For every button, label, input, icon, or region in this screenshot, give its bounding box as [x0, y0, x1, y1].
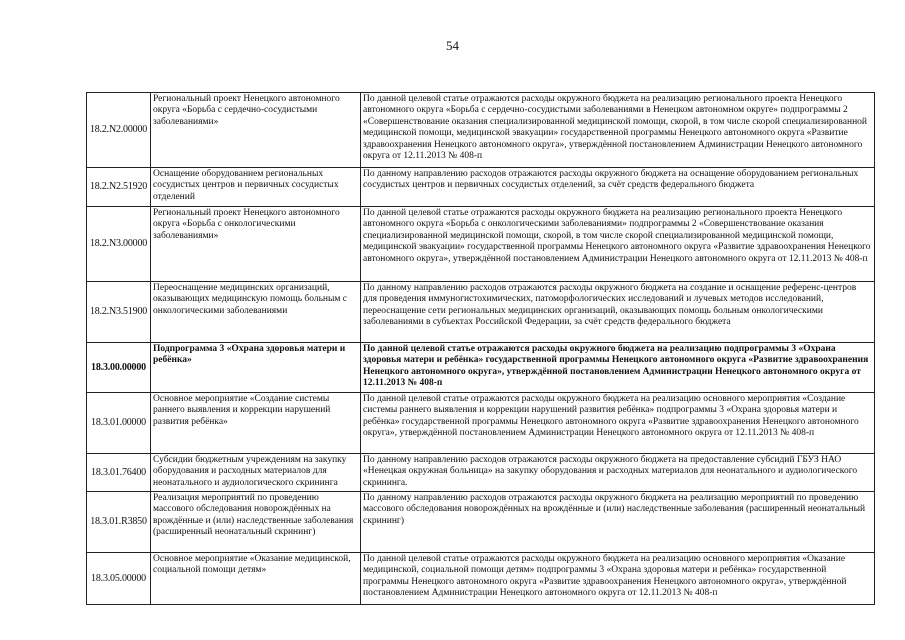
table-row [87, 343, 875, 393]
target-article-code: 18.3.05.00000 [87, 553, 151, 605]
target-article-name: Подпрограмма 3 «Охрана здоровья матери и ребёнка» [151, 343, 361, 393]
target-article-code: 18.3.01.76400 [87, 454, 151, 492]
budget-classification-table [86, 92, 875, 605]
target-article-name: Оснащение оборудованием региональных сосудистых центров и первичных сосудистых отделений [151, 168, 361, 207]
table-row [87, 553, 875, 605]
table-row [87, 454, 875, 492]
target-article-name: Реализация мероприятий по проведению массового обследования новорождённых на врождённые и (или) наследственные заболевания (расширенный неонатальный скрининг) [151, 492, 361, 553]
table-row [87, 393, 875, 454]
target-article-name: Основное мероприятие «Создание системы раннего выявления и коррекции нарушений развития ребёнка» [151, 393, 361, 454]
target-article-name: Переоснащение медицинских организаций, оказывающих медицинскую помощь больным с онкологическими заболеваниями [151, 282, 361, 343]
target-article-code: 18.3.01.R3850 [87, 492, 151, 553]
target-article-code: 18.2.N2.00000 [87, 93, 151, 168]
target-article-description: По данному направлению расходов отражаются расходы окружного бюджета на создание и оснащение референс-центров для проведения иммуногистохимических, патоморфологических исследований и лучевых методов исследований, переоснащение сети региональных медицинских организаций, оказывающих помощь больным онкологическими заболеваниями в субъектах Российской Федерации, за счёт средств федерального бюджета [361, 282, 875, 343]
target-article-name: Субсидии бюджетным учреждениям на закупку оборудования и расходных материалов для неонатального и аудиологического скрининга [151, 454, 361, 492]
target-article-code: 18.3.01.00000 [87, 393, 151, 454]
table-row [87, 168, 875, 207]
target-article-name: Региональный проект Ненецкого автономного округа «Борьба с онкологическими заболеваниями» [151, 207, 361, 282]
table-row [87, 492, 875, 553]
table-row [87, 93, 875, 168]
target-article-name: Основное мероприятие «Оказание медицинской, социальной помощи детям» [151, 553, 361, 605]
target-article-description: По данной целевой статье отражаются расходы окружного бюджета на реализацию регионального проекта Ненецкого автономного округа «Борьба с онкологическими заболеваниями» подпрограммы 2 «Совершенствование оказания специализированной медицинской помощи, скорой, в том числе скорой специализированной медицинской помощи, медицинской эвакуации» государственной программы Ненецкого автономного округа «Развитие здравоохранения Ненецкого автономного округа», утверждённой постановлением Администрации Ненецкого автономного округа от 12.11.2013 № 408-п [361, 207, 875, 282]
target-article-name: Региональный проект Ненецкого автономного округа «Борьба с сердечно-сосудистыми заболеваниями» [151, 93, 361, 168]
page-number: 54 [446, 38, 459, 53]
target-article-code: 18.2.N2.51920 [87, 168, 151, 207]
target-article-description: По данной целевой статье отражаются расходы окружного бюджета на реализацию основного мероприятия «Создание системы раннего выявления и коррекции нарушений развития ребёнка» подпрограммы 3 «Охрана здоровья матери и ребёнка» государственной программы Ненецкого автономного округа «Развитие здравоохранения Ненецкого автономного округа», утверждённой постановлением Администрации Ненецкого автономного округа от 12.11.2013 № 408-п [361, 393, 875, 454]
target-article-description: По данному направлению расходов отражаются расходы окружного бюджета на реализацию мероприятий по проведению массового обследования новорождённых на врождённые и (или) наследственные заболевания (расширенный неонатальный скрининг) [361, 492, 875, 553]
target-article-code: 18.3.00.00000 [87, 343, 151, 393]
target-article-description: По данной целевой статье отражаются расходы окружного бюджета на реализацию основного мероприятия «Оказание медицинской, социальной помощи детям» подпрограммы 3 «Охрана здоровья матери и ребёнка» государственной программы Ненецкого автономного округа «Развитие здравоохранения Ненецкого автономного округа», утверждённой постановлением Администрации Ненецкого автономного округа от 12.11.2013 № 408-п [361, 553, 875, 605]
target-article-description: По данной целевой статье отражаются расходы окружного бюджета на реализацию подпрограммы 3 «Охрана здоровья матери и ребёнка» государственной программы Ненецкого автономного округа «Развитие здравоохранения Ненецкого автономного округа», утверждённой постановлением Администрации Ненецкого автономного округа от 12.11.2013 № 408-п [361, 343, 875, 393]
target-article-description: По данному направлению расходов отражаются расходы окружного бюджета на предоставление субсидий ГБУЗ НАО «Ненецкая окружная больница» на закупку оборудования и расходных материалов для неонатального и аудиологического скрининга. [361, 454, 875, 492]
table-row [87, 207, 875, 282]
target-article-description: По данному направлению расходов отражаются расходы окружного бюджета на оснащение оборудованием региональных сосудистых центров и первичных сосудистых отделений, за счёт средств федерального бюджета [361, 168, 875, 207]
target-article-description: По данной целевой статье отражаются расходы окружного бюджета на реализацию регионального проекта Ненецкого автономного округа «Борьба с сердечно-сосудистыми заболеваниями в Ненецком автономном округе» подпрограммы 2 «Совершенствование оказания специализированной медицинской помощи, скорой, в том числе скорой специализированной медицинской помощи, медицинской эвакуации» государственной программы Ненецкого автономного округа «Развитие здравоохранения Ненецкого автономного округа», утверждённой постановлением Администрации Ненецкого автономного округа от 12.11.2013 № 408-п [361, 93, 875, 168]
target-article-code: 18.2.N3.51900 [87, 282, 151, 343]
table-row [87, 282, 875, 343]
target-article-code: 18.2.N3.00000 [87, 207, 151, 282]
